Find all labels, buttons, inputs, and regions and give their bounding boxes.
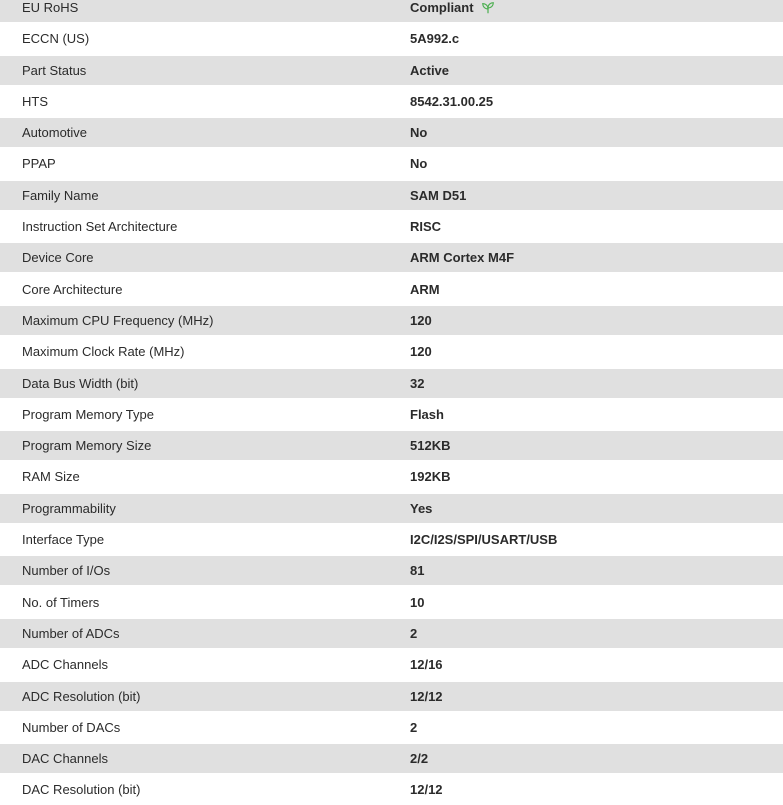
table-row <box>0 212 783 241</box>
spec-value: 2/2 <box>410 751 429 767</box>
table-row <box>0 306 783 335</box>
spec-value: 12/12 <box>410 782 443 798</box>
spec-value: 120 <box>410 344 432 360</box>
table-row <box>0 118 783 147</box>
spec-label: Interface Type <box>22 532 105 548</box>
spec-value: 8542.31.00.25 <box>410 93 494 109</box>
table-row <box>0 775 783 804</box>
table-row <box>0 243 783 272</box>
table-row <box>0 462 783 491</box>
spec-value: SAM D51 <box>410 187 467 203</box>
spec-value: Active <box>410 62 450 78</box>
spec-value: 2 <box>410 625 418 641</box>
table-row <box>0 24 783 53</box>
spec-label: ADC Channels <box>22 657 108 673</box>
spec-label: Core Architecture <box>22 281 123 297</box>
table-row <box>0 149 783 178</box>
spec-value: 10 <box>410 594 425 610</box>
spec-value: Yes <box>410 500 433 516</box>
spec-label: RAM Size <box>22 469 80 485</box>
table-row <box>0 56 783 85</box>
table-row <box>0 400 783 429</box>
spec-label: Programmability <box>22 500 116 516</box>
spec-label: No. of Timers <box>22 594 100 610</box>
table-row <box>0 494 783 523</box>
spec-value: No <box>410 125 428 141</box>
table-row <box>0 650 783 679</box>
table-row <box>0 713 783 742</box>
spec-label: Family Name <box>22 187 99 203</box>
table-row <box>0 181 783 210</box>
spec-value <box>388 0 783 15</box>
table-row <box>0 682 783 711</box>
spec-label: Maximum CPU Frequency (MHz) <box>22 312 214 328</box>
table-row <box>0 275 783 304</box>
spec-label: Automotive <box>22 125 88 141</box>
spec-label: Data Bus Width (bit) <box>22 375 139 391</box>
spec-value: 120 <box>410 312 432 328</box>
table-row <box>0 619 783 648</box>
spec-label: ADC Resolution (bit) <box>22 688 141 704</box>
spec-value: 32 <box>410 375 425 391</box>
spec-label: Program Memory Size <box>22 438 152 454</box>
table-row <box>0 525 783 554</box>
table-row <box>0 337 783 366</box>
spec-label: Number of ADCs <box>22 625 120 641</box>
spec-value: No <box>410 156 428 172</box>
spec-label: Part Status <box>22 62 87 78</box>
spec-value: 2 <box>410 719 418 735</box>
spec-label: ECCN (US) <box>22 31 90 47</box>
spec-value: 5A992.c <box>410 31 460 47</box>
spec-value: 192KB <box>410 469 451 485</box>
table-row <box>0 87 783 116</box>
spec-value-text: Compliant <box>410 0 474 15</box>
table-row <box>0 431 783 460</box>
spec-label: Device Core <box>22 250 94 266</box>
spec-value: 12/12 <box>410 688 443 704</box>
spec-label: EU RoHS <box>22 0 79 15</box>
spec-label: PPAP <box>22 156 56 172</box>
spec-value: 512KB <box>410 438 451 454</box>
spec-label: Number of DACs <box>22 719 121 735</box>
spec-value: ARM Cortex M4F <box>410 250 515 266</box>
spec-label: HTS <box>22 93 48 109</box>
spec-value: 81 <box>410 563 425 579</box>
spec-value: Flash <box>410 406 444 422</box>
spec-value: ARM <box>410 281 440 297</box>
spec-label: Maximum Clock Rate (MHz) <box>22 344 185 360</box>
spec-label: Number of I/Os <box>22 563 111 579</box>
table-row <box>0 556 783 585</box>
table-row <box>0 369 783 398</box>
spec-value: I2C/I2S/SPI/USART/USB <box>410 532 558 548</box>
spec-value: 12/16 <box>410 657 443 673</box>
spec-value: RISC <box>410 219 442 235</box>
table-row <box>0 744 783 773</box>
spec-label: DAC Resolution (bit) <box>22 782 141 798</box>
table-row <box>0 0 783 22</box>
spec-label: DAC Channels <box>22 751 108 767</box>
table-row <box>0 588 783 617</box>
spec-label: Program Memory Type <box>22 406 154 422</box>
spec-label: Instruction Set Architecture <box>22 219 178 235</box>
leaf-icon <box>481 1 495 15</box>
